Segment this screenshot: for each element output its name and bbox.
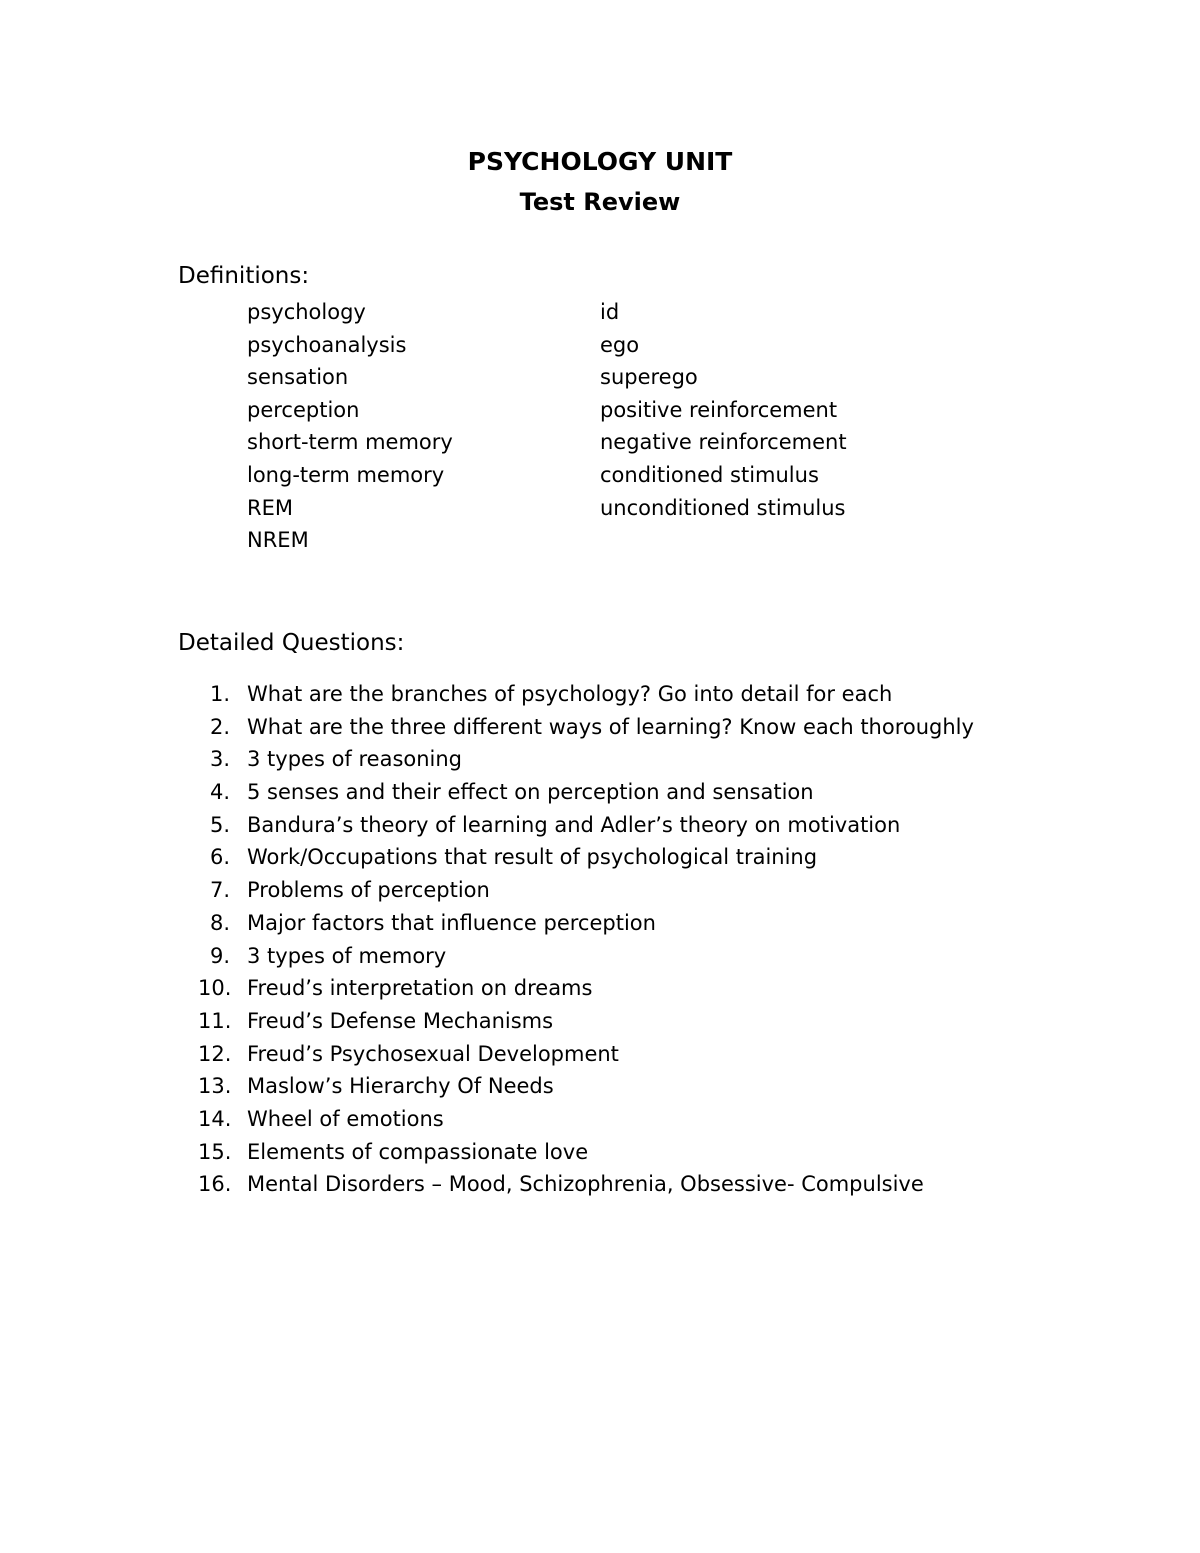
- definition-term: ego: [600, 332, 640, 357]
- question-text: Freud’s Defense Mechanisms: [247, 1008, 554, 1033]
- definition-term: positive reinforcement: [600, 397, 838, 422]
- definitions-left-column: [247, 296, 453, 557]
- definition-term: unconditioned stimulus: [600, 495, 846, 520]
- question-item: [178, 776, 1178, 809]
- question-item: [178, 809, 1178, 842]
- question-text: 5 senses and their effect on perception and sensation: [247, 780, 814, 805]
- question-text: 3 types of reasoning: [247, 747, 463, 772]
- question-number: 10.: [198, 976, 232, 1001]
- question-number: 16.: [198, 1172, 232, 1197]
- question-item: [178, 874, 1178, 907]
- question-text: Elements of compassionate love: [247, 1139, 589, 1164]
- question-item: [178, 907, 1178, 940]
- question-number: 8.: [210, 910, 231, 935]
- question-item: [178, 1136, 1178, 1169]
- question-number: 4.: [210, 780, 231, 805]
- definition-term: perception: [247, 397, 360, 422]
- question-item: [178, 1103, 1178, 1136]
- question-number: 1.: [210, 682, 231, 706]
- question-item: [178, 841, 1178, 874]
- question-text: Freud’s Psychosexual Development: [247, 1041, 619, 1066]
- question-item: [178, 940, 1178, 973]
- question-number: 9.: [210, 943, 231, 968]
- question-item: [178, 1005, 1178, 1038]
- question-number: 13.: [198, 1074, 232, 1099]
- question-text: Work/Occupations that result of psychological training: [247, 845, 818, 870]
- question-text: Major factors that influence perception: [247, 910, 656, 935]
- question-text: 3 types of memory: [247, 943, 447, 968]
- question-item: [178, 711, 1178, 744]
- definition-term: superego: [600, 365, 698, 390]
- question-number: 12.: [198, 1041, 232, 1066]
- definition-term: long-term memory: [247, 462, 445, 487]
- question-text: Problems of perception: [247, 878, 490, 903]
- definition-term: sensation: [247, 365, 349, 390]
- question-text: Maslow’s Hierarchy Of Needs: [247, 1074, 554, 1099]
- question-number: 5.: [210, 812, 231, 837]
- question-item: [178, 1038, 1178, 1071]
- questions-heading: Detailed Questions:: [178, 630, 405, 656]
- question-text: Freud’s interpretation on dreams: [247, 976, 593, 1001]
- question-number: 3.: [210, 747, 231, 772]
- question-text: Mental Disorders – Mood, Schizophrenia, Obsessive- Compulsive: [247, 1172, 924, 1197]
- definition-term: id: [600, 300, 620, 324]
- definition-term: NREM: [247, 528, 309, 553]
- question-number: 14.: [198, 1106, 232, 1131]
- question-text: What are the three different ways of learning? Know each thoroughly: [247, 714, 974, 739]
- definition-term: psychoanalysis: [247, 332, 407, 357]
- page-title: PSYCHOLOGY UNIT: [467, 147, 733, 176]
- question-item: [178, 972, 1178, 1005]
- definition-term: REM: [247, 495, 293, 520]
- question-text: Bandura’s theory of learning and Adler’s theory on motivation: [247, 812, 901, 837]
- question-item: [178, 678, 1178, 711]
- question-item: [178, 1168, 1178, 1201]
- question-number: 15.: [198, 1139, 232, 1164]
- page-subtitle: Test Review: [519, 188, 681, 216]
- question-number: 11.: [198, 1008, 232, 1033]
- definition-term: conditioned stimulus: [600, 462, 819, 487]
- questions-list: [178, 678, 1178, 1201]
- question-number: 7.: [210, 878, 231, 903]
- question-item: [178, 743, 1178, 776]
- question-text: What are the branches of psychology? Go into detail for each: [247, 682, 893, 706]
- definitions-right-column: [600, 296, 847, 524]
- definition-term: negative reinforcement: [600, 430, 847, 455]
- definition-term: psychology: [247, 300, 366, 324]
- question-text: Wheel of emotions: [247, 1106, 444, 1131]
- question-number: 2.: [210, 714, 231, 739]
- question-number: 6.: [210, 845, 231, 870]
- definitions-heading: Definitions:: [178, 263, 310, 289]
- definition-term: short-term memory: [247, 430, 453, 455]
- question-item: [178, 1070, 1178, 1103]
